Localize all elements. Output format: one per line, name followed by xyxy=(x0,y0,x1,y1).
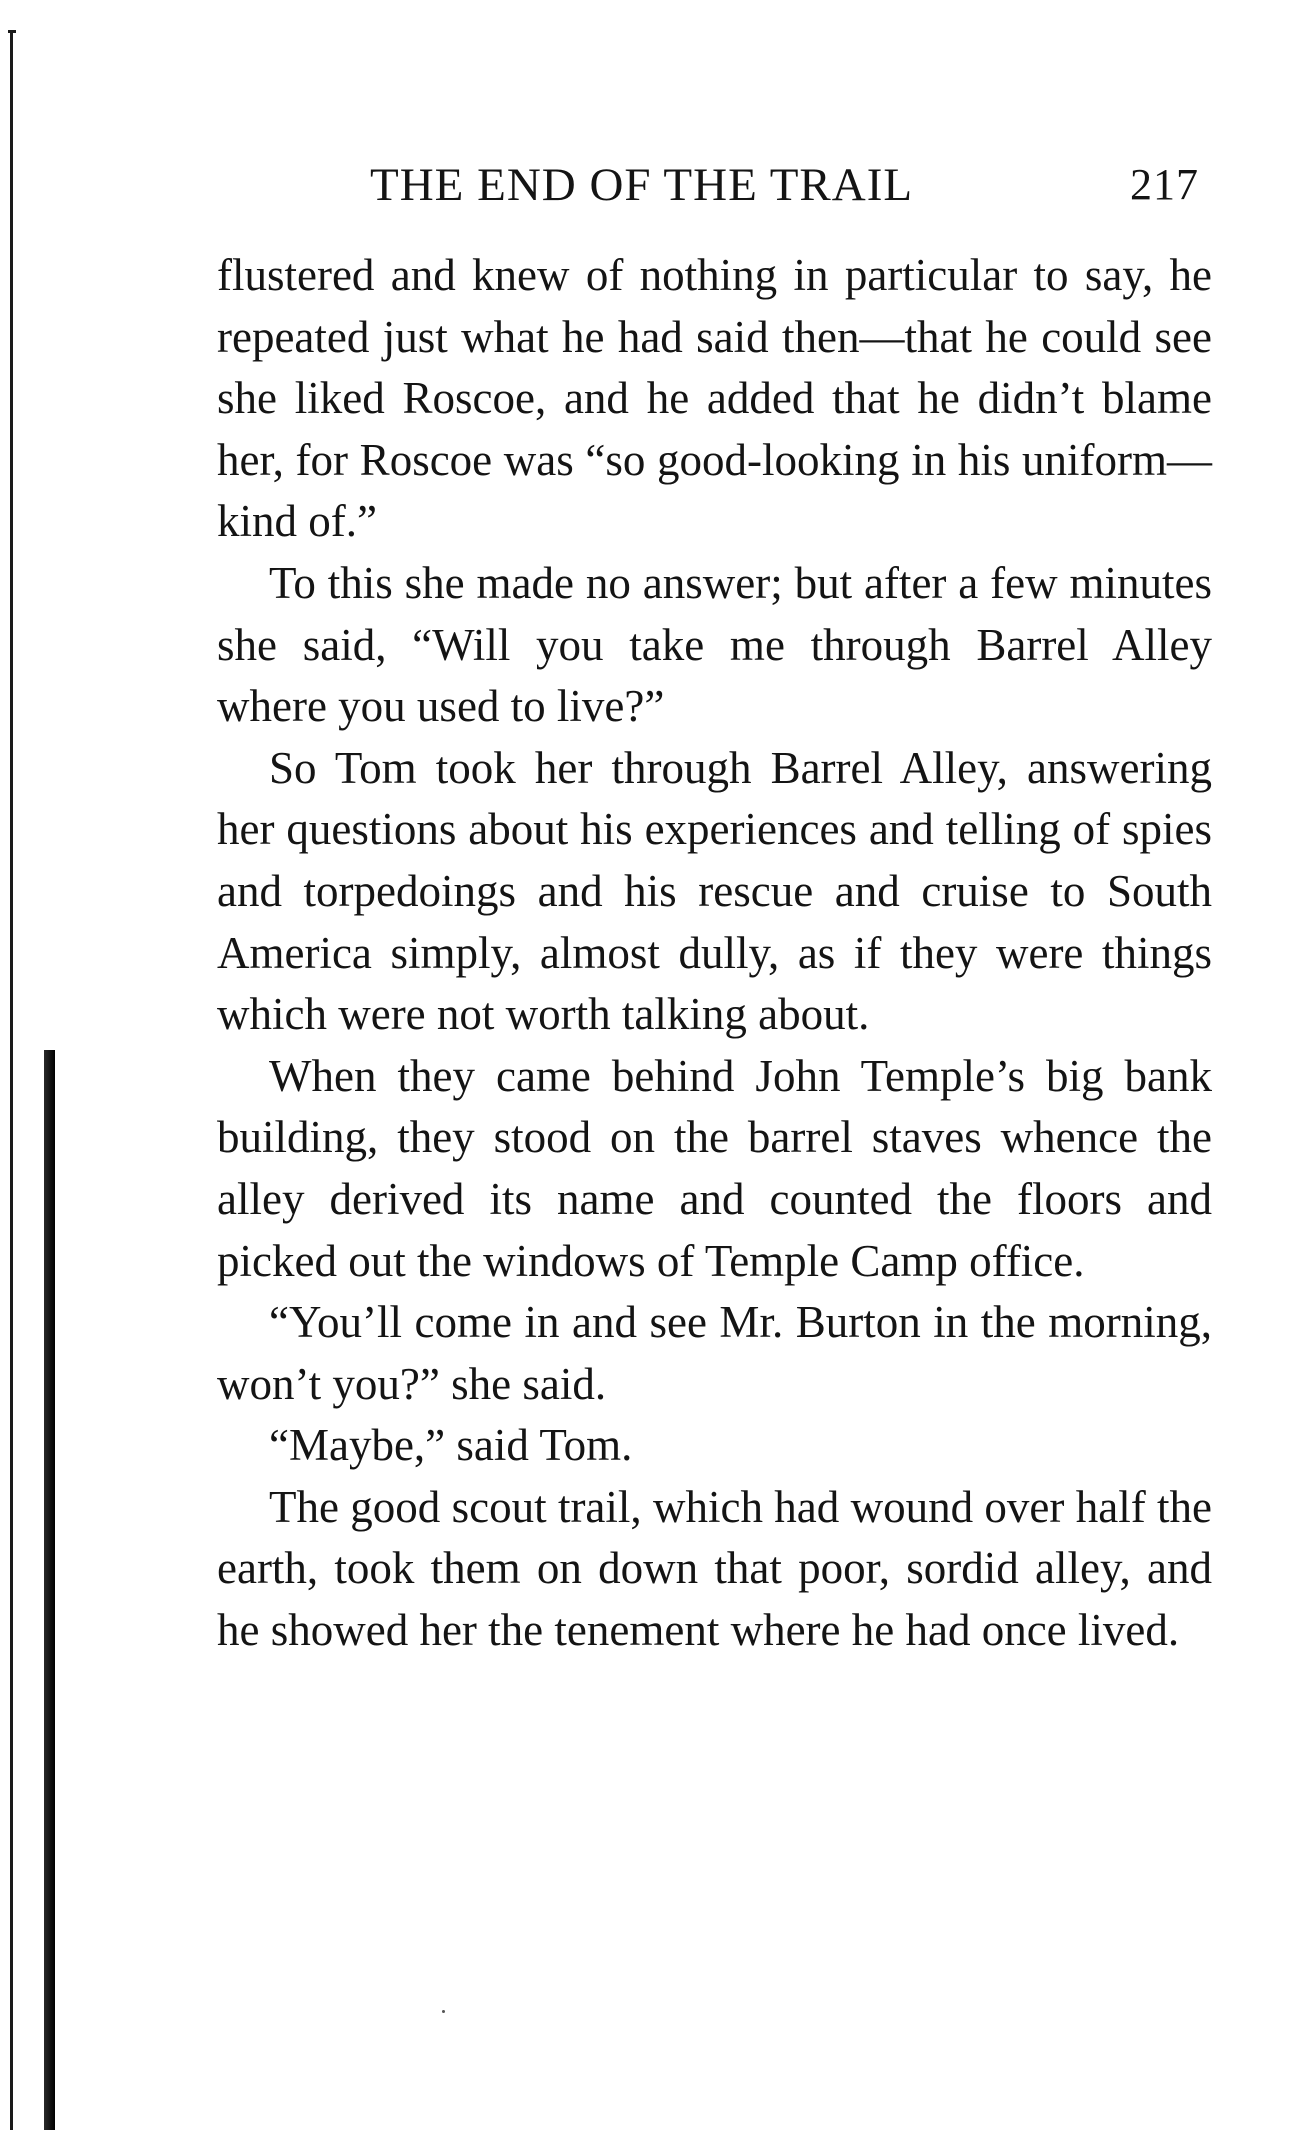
scan-speck xyxy=(442,2010,445,2013)
paragraph: When they came behind John Temple’s big bank building, they stood on the barrel staves whence the alley derived its name and counted the floors and picked out the windows of Temple Camp office. xyxy=(217,1050,1212,1286)
paragraph: The good scout trail, which had wound over half the earth, took them on down that poor, sordid alley, and he showed her the tenement where he had once lived. xyxy=(217,1481,1212,1656)
paragraph: To this she made no answer; but after a few minutes she said, “Will you take me through Barrel Alley where you used to live?” xyxy=(217,557,1212,732)
paragraph: flustered and knew of nothing in particular to say, he repeated just what he had said then—that he could see she liked Roscoe, and he added that he didn’t blame her, for Roscoe was “so good-looking in his uniform—kind of.” xyxy=(217,250,1212,547)
body-text xyxy=(217,245,1212,1662)
running-title: THE END OF THE TRAIL xyxy=(370,159,914,211)
paragraph: “You’ll come in and see Mr. Burton in the morning, won’t you?” she said. xyxy=(217,1297,1212,1409)
running-head xyxy=(370,155,1250,215)
paragraph: So Tom took her through Barrel Alley, answering her questions about his experiences and telling of spies and torpedoings and his rescue and cruise to South America simply, almost dully, as if they were things which were not worth talking about. xyxy=(217,742,1212,1040)
page-edge-line xyxy=(10,30,13,2130)
binding-shadow xyxy=(44,1050,55,2130)
page-number: 217 xyxy=(1130,160,1199,209)
paragraph: “Maybe,” said Tom. xyxy=(269,1420,633,1471)
